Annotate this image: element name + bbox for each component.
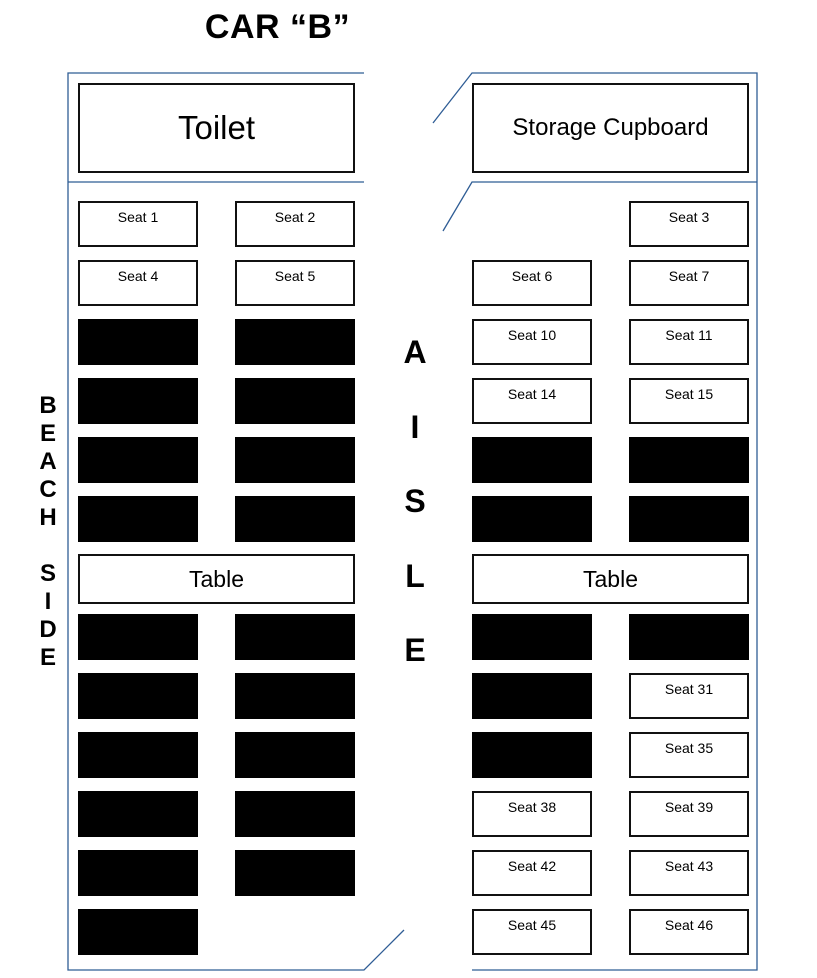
occupied-seat: [78, 850, 198, 896]
occupied-seat: [472, 496, 592, 542]
seat-31[interactable]: Seat 31: [629, 673, 749, 719]
occupied-seat: [78, 909, 198, 955]
table-left: Table: [78, 554, 355, 604]
occupied-seat: [78, 791, 198, 837]
seat-46[interactable]: Seat 46: [629, 909, 749, 955]
occupied-seat: [78, 496, 198, 542]
storage-cupboard: Storage Cupboard: [472, 83, 749, 173]
occupied-seat: [235, 319, 355, 365]
side-letter: A: [39, 448, 57, 475]
occupied-seat: [235, 850, 355, 896]
seat-38[interactable]: Seat 38: [472, 791, 592, 837]
seat-39[interactable]: Seat 39: [629, 791, 749, 837]
aisle-letter: A: [403, 334, 427, 370]
seat-43[interactable]: Seat 43: [629, 850, 749, 896]
occupied-seat: [78, 732, 198, 778]
aisle-letter: L: [405, 557, 425, 594]
aisle-label: [394, 315, 436, 688]
seat-1[interactable]: Seat 1: [78, 201, 198, 247]
seat-7[interactable]: Seat 7: [629, 260, 749, 306]
side-letter: I: [44, 588, 52, 615]
toilet-room: Toilet: [78, 83, 355, 173]
occupied-seat: [235, 732, 355, 778]
occupied-seat: [235, 673, 355, 719]
seat-4[interactable]: Seat 4: [78, 260, 198, 306]
seat-2[interactable]: Seat 2: [235, 201, 355, 247]
seat-6[interactable]: Seat 6: [472, 260, 592, 306]
side-letter: S: [39, 560, 56, 587]
occupied-seat: [78, 614, 198, 660]
seat-42[interactable]: Seat 42: [472, 850, 592, 896]
occupied-seat: [472, 732, 592, 778]
occupied-seat: [235, 791, 355, 837]
occupied-seat: [78, 319, 198, 365]
occupied-seat: [78, 437, 198, 483]
seat-5[interactable]: Seat 5: [235, 260, 355, 306]
car-title: CAR “B”: [204, 8, 351, 46]
seat-11[interactable]: Seat 11: [629, 319, 749, 365]
beach-side-label: [30, 392, 66, 672]
occupied-seat: [629, 496, 749, 542]
occupied-seat: [629, 614, 749, 660]
occupied-seat: [78, 673, 198, 719]
occupied-seat: [472, 614, 592, 660]
seat-3[interactable]: Seat 3: [629, 201, 749, 247]
side-letter: E: [39, 644, 56, 671]
occupied-seat: [472, 673, 592, 719]
side-letter: B: [39, 392, 57, 419]
occupied-seat: [629, 437, 749, 483]
occupied-seat: [235, 437, 355, 483]
seat-35[interactable]: Seat 35: [629, 732, 749, 778]
occupied-seat: [235, 614, 355, 660]
side-letter: C: [39, 476, 57, 503]
occupied-seat: [235, 378, 355, 424]
side-letter: D: [39, 616, 57, 643]
aisle-letter: S: [404, 483, 426, 519]
seat-10[interactable]: Seat 10: [472, 319, 592, 365]
occupied-seat: [235, 496, 355, 542]
occupied-seat: [78, 378, 198, 424]
occupied-seat: [472, 437, 592, 483]
aisle-letter: I: [410, 408, 420, 445]
aisle-letter: E: [404, 632, 426, 668]
side-letter: H: [39, 504, 57, 531]
seat-14[interactable]: Seat 14: [472, 378, 592, 424]
seat-15[interactable]: Seat 15: [629, 378, 749, 424]
side-letter: E: [39, 420, 56, 447]
seat-45[interactable]: Seat 45: [472, 909, 592, 955]
table-right: Table: [472, 554, 749, 604]
